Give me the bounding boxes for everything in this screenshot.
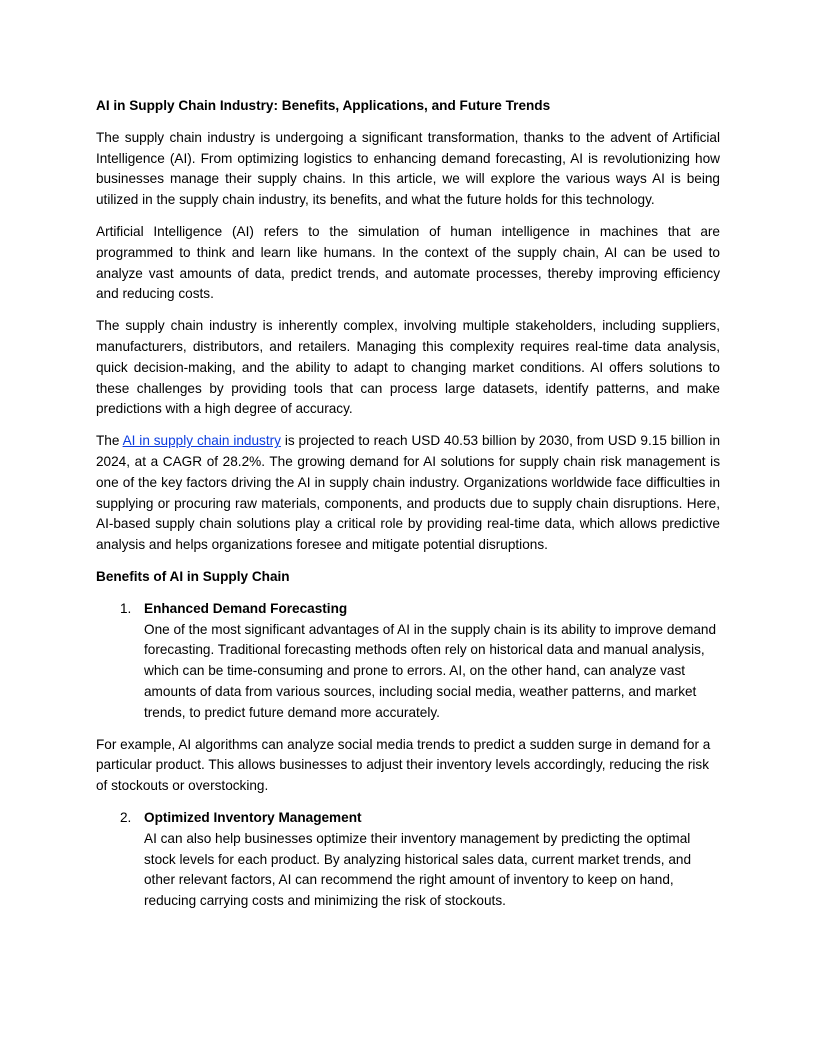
benefits-heading: Benefits of AI in Supply Chain [96, 568, 290, 584]
ai-supply-chain-industry-link[interactable]: AI in supply chain industry [122, 433, 281, 449]
market-paragraph-suffix: is projected to reach USD 40.53 billion by 2030, from USD 9.15 billion in 2024, at a CAGR of 28.2%. The growing demand for AI solutions for supply chain risk management is one of the key factors driving the AI in supply chain industry. Organizations worldwide face difficulties in supplying or procuring raw materials, components, and products due to supply chain disruptions. Here, AI-based supply chain solutions play a critical role by providing real-time data, which allows predictive analysis and helps organizations foresee and mitigate potential disruptions. [96, 433, 720, 553]
intro-paragraph-1: The supply chain industry is undergoing a significant transformation, thanks to the advent of Artificial Intelligence (AI). From optimizing logistics to enhancing demand forecasting, AI is revolutionizing how businesses manage their supply chains. In this article, we will explore the various ways AI is being utilized in the supply chain industry, its benefits, and what the future holds for this technology. [96, 129, 720, 208]
list-item-body: One of the most significant advantages of AI in the supply chain is its ability to improve demand forecasting. Traditional forecasting methods often rely on historical data and manual analysis, which can be time-consuming and prone to errors. AI, on the other hand, can analyze vast amounts of data from various sources, including social media, weather patterns, and market trends, to predict future demand more accurately. [144, 621, 717, 720]
market-paragraph [96, 431, 720, 556]
list-item-title: Optimized Inventory Management [144, 809, 362, 825]
example-paragraph: For example, AI algorithms can analyze social media trends to predict a sudden surge in demand for a particular product. This allows businesses to adjust their inventory levels accordingly, reducing the risk of stockouts or overstocking. [96, 736, 711, 794]
list-item-number: 1. [120, 600, 132, 616]
document-page [96, 96, 720, 923]
list-item-number: 2. [120, 809, 132, 825]
intro-paragraph-2: Artificial Intelligence (AI) refers to the simulation of human intelligence in machines that are programmed to think and learn like humans. In the context of the supply chain, AI can be used to analyze vast amounts of data, predict trends, and automate processes, thereby improving efficiency and reducing costs. [96, 223, 720, 302]
list-item [96, 808, 720, 912]
intro-paragraph-3: The supply chain industry is inherently complex, involving multiple stakeholders, including suppliers, manufacturers, distributors, and retailers. Managing this complexity requires real-time data analysis, quick decision-making, and the ability to adapt to changing market conditions. AI offers solutions to these challenges by providing tools that can process large datasets, identify patterns, and make predictions with a high degree of accuracy. [96, 318, 720, 417]
list-item-body: AI can also help businesses optimize their inventory management by predicting the optimal stock levels for each product. By analyzing historical sales data, current market trends, and other relevant factors, AI can recommend the right amount of inventory to keep on hand, reducing carrying costs and minimizing the risk of stockouts. [144, 830, 692, 909]
article-title: AI in Supply Chain Industry: Benefits, Applications, and Future Trends [96, 98, 551, 113]
list-item [96, 599, 720, 724]
market-paragraph-prefix: The [96, 433, 123, 449]
list-item-title: Enhanced Demand Forecasting [144, 600, 348, 616]
